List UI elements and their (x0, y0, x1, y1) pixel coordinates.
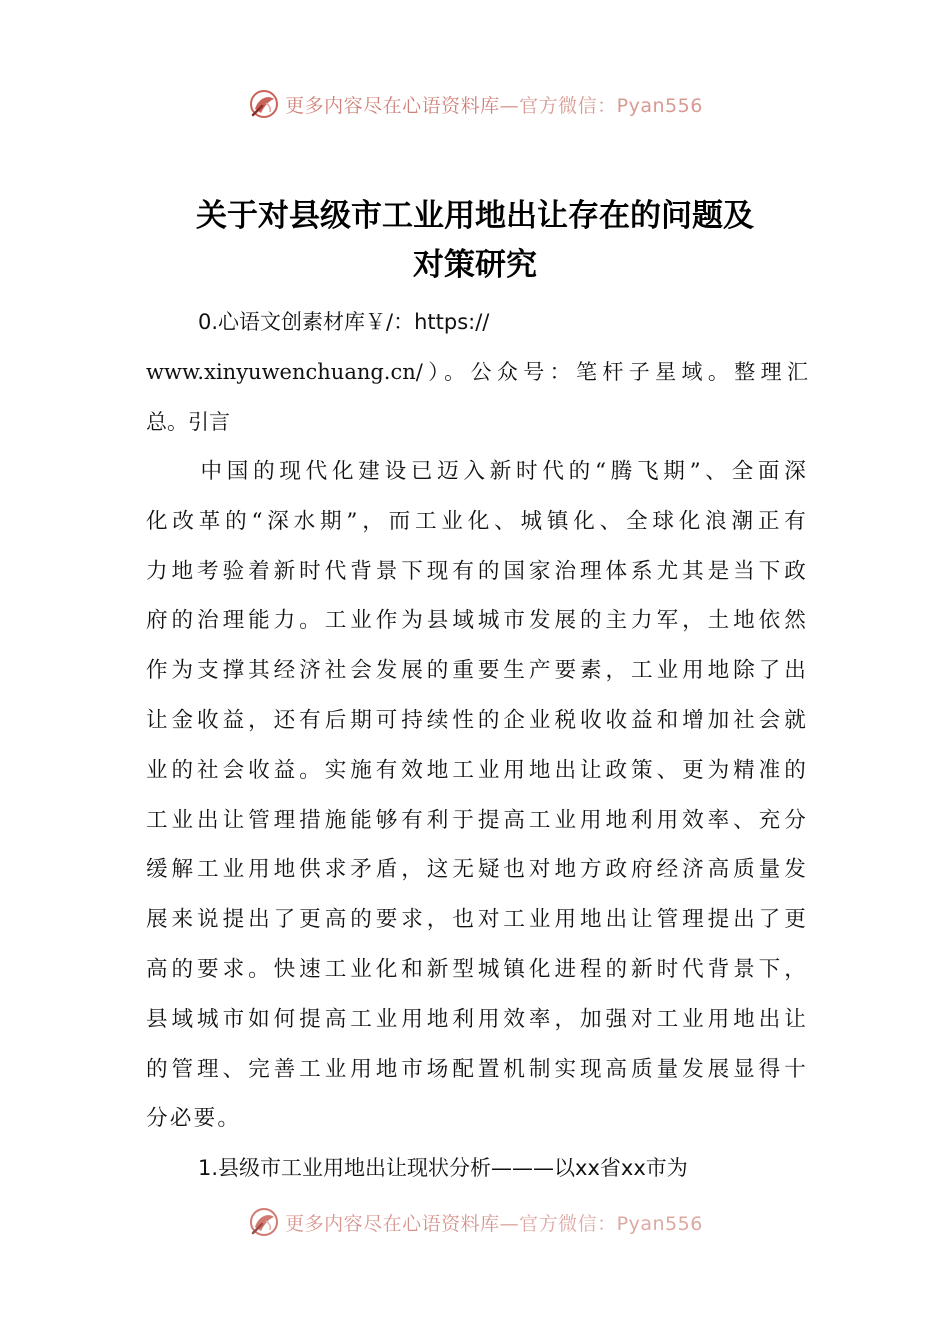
body-line-9: 缓解工业用地供求矛盾，这无疑也对地方政府经济高质量发 (146, 857, 808, 883)
body-line-1-text: 中国的现代化建设已迈入新时代的“腾飞期”、全面深 (198, 459, 808, 484)
title-line-2: 对策研究 (413, 247, 537, 283)
body-line-10: 展来说提出了更高的要求，也对工业用地出让管理提出了更 (146, 907, 808, 933)
body-line-14: 分必要。 (146, 1106, 242, 1132)
footer-watermark (0, 1202, 950, 1242)
body-line-3: 力地考验着新时代背景下现有的国家治理体系尤其是当下政 (146, 558, 808, 584)
source-paragraph (146, 298, 808, 447)
section-heading-text: 1.县级市工业用地出让现状分析———以xx省xx市为 (198, 1156, 688, 1180)
pen-swirl-icon (247, 87, 281, 121)
watermark-text: 更多内容尽在心语资料库 (285, 94, 500, 117)
source-line-1 (146, 298, 808, 348)
body-line-6: 让金收益，还有后期可持续性的企业税收收益和增加社会就 (146, 707, 808, 733)
document-title (145, 192, 805, 290)
footer-watermark-wechat: —官方微信：Pyan556 (499, 1212, 703, 1235)
source-line-2: www.xinyuwenchuang.cn/）。公众号：笔杆子星域。整理汇 (146, 359, 808, 384)
source-line-3: 总。引言 (146, 409, 230, 434)
footer-watermark-text: 更多内容尽在心语资料库 (285, 1212, 500, 1235)
header-watermark (0, 84, 950, 124)
body-line-7: 业的社会收益。实施有效地工业用地出让政策、更为精准的 (146, 757, 808, 783)
body-line-12: 县域城市如何提高工业用地利用效率，加强对工业用地出让 (146, 1006, 808, 1032)
title-line-1: 关于对县级市工业用地出让存在的问题及 (196, 198, 754, 234)
body-line-8: 工业出让管理措施能够有利于提高工业用地利用效率、充分 (146, 807, 808, 833)
body-line-4: 府的治理能力。工业作为县域城市发展的主力军，土地依然 (146, 608, 808, 634)
intro-paragraph (146, 447, 808, 1144)
section-heading-line (146, 1144, 808, 1194)
section-heading (146, 1144, 808, 1194)
body-line-5: 作为支撑其经济社会发展的重要生产要素，工业用地除了出 (146, 658, 808, 684)
body-line-2: 化改革的“深水期”，而工业化、城镇化、全球化浪潮正有 (146, 508, 808, 534)
source-line-1-text: 0.心语文创素材库￥/：https:// (198, 310, 490, 334)
watermark-wechat: —官方微信：Pyan556 (499, 94, 703, 117)
body-line-13: 的管理、完善工业用地市场配置机制实现高质量发展显得十 (146, 1056, 808, 1082)
body-line-11: 高的要求。快速工业化和新型城镇化进程的新时代背景下， (146, 956, 808, 982)
pen-swirl-icon (247, 1205, 281, 1239)
body-line-1 (146, 447, 808, 497)
